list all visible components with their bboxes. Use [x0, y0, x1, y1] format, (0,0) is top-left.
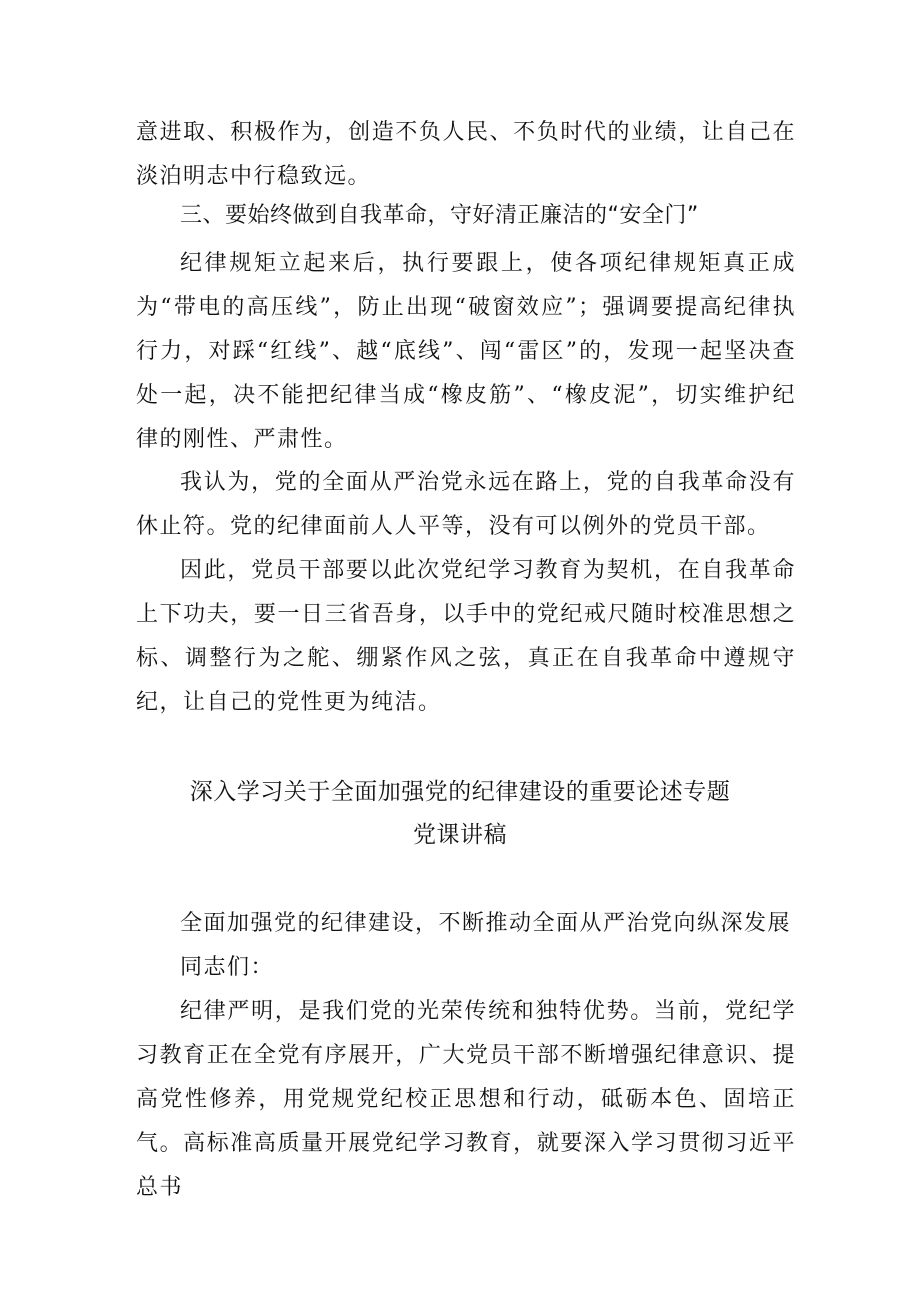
document-title-line2: 党课讲稿 [413, 822, 507, 848]
document-title-line1: 深入学习关于全面加强党的纪律建设的重要论述专题 [189, 779, 731, 805]
paragraph-continuation: 意进取、积极作为，创造不负人民、不负时代的业绩，让自己在淡泊明志中行稳致远。 [136, 120, 796, 189]
paragraph-opinion: 我认为，党的全面从严治党永远在路上，党的自我革命没有休止符。党的纪律面前人人平等，没有可以例外的党员干部。 [136, 470, 796, 539]
speech-subtitle: 全面加强党的纪律建设，不断推动全面从严治党向纵深发展 [180, 911, 792, 936]
section-heading-3: 三、要始终做到自我革命，守好清正廉洁的“安全门” [180, 203, 699, 228]
paragraph-conclusion: 因此，党员干部要以此次党纪学习教育为契机，在自我革命上下功夫，要一日三省吾身，以手中的党纪戒尺随时校准思想之标、调整行为之舵、绷紧作风之弦，真正在自我革命中遵规守纪，让自己的党性更为纯洁。 [136, 558, 796, 715]
paragraph-discipline-execution: 纪律规矩立起来后，执行要跟上，使各项纪律规矩真正成为“带电的高压线”，防止出现“破窗效应”；强调要提高纪律执行力，对踩“红线”、越“底线”、闯“雷区”的，发现一起坚决查处一起，决不能把纪律当成“橡皮筋”、“橡皮泥”，切实维护纪律的刚性、严肃性。 [136, 251, 796, 452]
salutation: 同志们： [180, 955, 275, 980]
paragraph-intro: 纪律严明，是我们党的光荣传统和独特优势。当前，党纪学习教育正在全党有序展开，广大党员干部不断增强纪律意识、提高党性修养，用党规党纪校正思想和行动，砥砺本色、固培正气。高标准高质量开展党纪学习教育，就要深入学习贯彻习近平总书 [136, 999, 796, 1200]
